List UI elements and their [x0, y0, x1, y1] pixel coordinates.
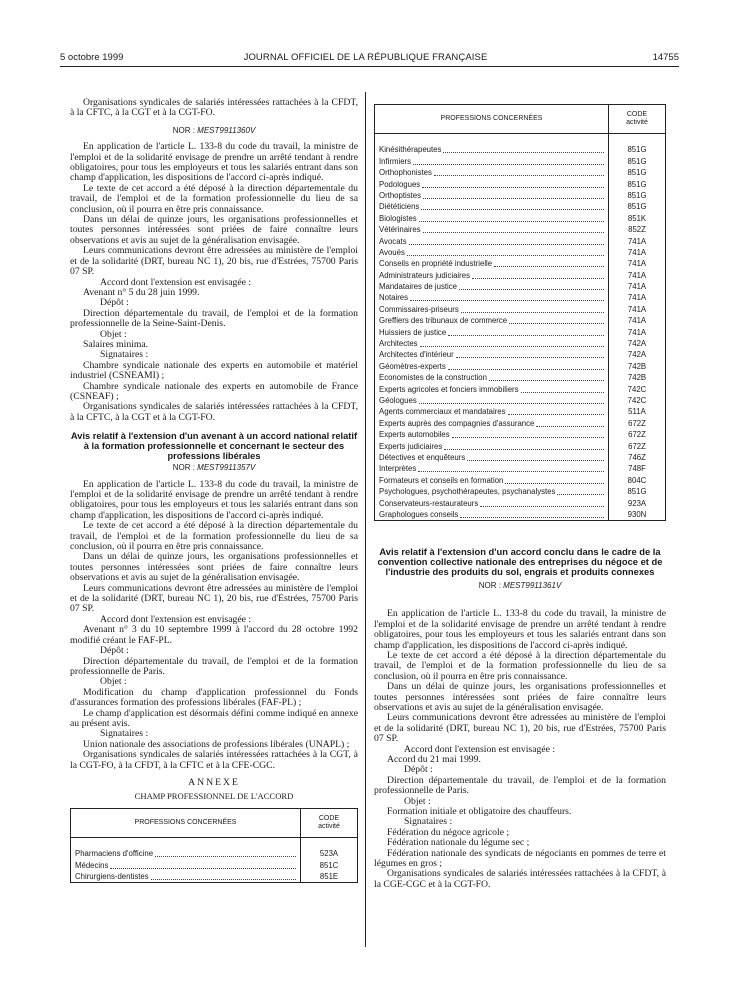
dot-leader — [409, 244, 604, 245]
section-label: Dépôt : — [100, 645, 129, 657]
profession-name: Orthophonistes — [379, 168, 432, 178]
profession-cell — [375, 360, 609, 371]
paragraph: Dans un délai de quinze jours, les organisations professionnelles et toutes personnes intéressées sont priées de faire connaître leurs observations et avis au sujet de la généralisation envisagée. — [70, 551, 358, 584]
table-row — [375, 258, 666, 269]
activity-code: 851G — [609, 178, 666, 189]
profession-cell — [375, 247, 609, 258]
table-header-code: CODE activité — [301, 808, 358, 837]
profession-name: Architectes d'intérieur — [379, 350, 454, 360]
activity-code: 741A — [609, 258, 666, 269]
dot-leader — [410, 300, 604, 301]
profession-name: Economistes de la construction — [379, 373, 487, 383]
profession-name: Graphologues conseils — [379, 509, 459, 519]
dot-leader — [456, 357, 604, 358]
table-row — [71, 837, 358, 859]
dot-leader — [423, 198, 604, 199]
dot-leader — [434, 175, 604, 176]
activity-code: 851G — [609, 201, 666, 212]
notice-title: Avis relatif à l'extension d'un avenant à un accord national relatif à la formation professionnelle et concernant le secteur des professions libérales — [70, 431, 358, 462]
profession-cell — [375, 509, 609, 521]
nor-code: MEST9911360V — [197, 125, 256, 135]
profession-name: Experts agricoles et fonciers immobiliers — [379, 384, 519, 394]
page-header — [0, 52, 731, 66]
profession-cell — [71, 871, 301, 883]
profession-name: Agents commerciaux et mandataires — [379, 407, 506, 417]
table-row — [375, 178, 666, 189]
dot-leader — [509, 323, 604, 324]
activity-code: 741A — [609, 269, 666, 280]
paragraph: Le texte de cet accord a été déposé à la direction départementale du travail, de l'emploi et de la formation professionnelle du lieu de sa conclusion, où il pourra en être pris connaissance. — [374, 649, 666, 682]
header-page-number: 14755 — [652, 52, 679, 63]
table-header-professions: PROFESSIONS CONCERNÉES — [375, 105, 609, 134]
profession-name: Conseils en propriété industrielle — [379, 259, 493, 269]
profession-name: Interprètes — [379, 464, 417, 474]
activity-code: 741A — [609, 235, 666, 246]
paragraph: Modification du champ d'application professionnel du Fonds d'assurances formation des professions libérales (FAF-PL) ; — [70, 686, 358, 709]
dot-leader — [419, 221, 604, 222]
table-row — [375, 303, 666, 314]
profession-name: Vétérinaires — [379, 225, 421, 235]
table-row — [375, 224, 666, 235]
profession-name: Détectives et enquêteurs — [379, 452, 466, 462]
header-date: 5 octobre 1999 — [60, 52, 124, 63]
profession-cell — [375, 281, 609, 292]
profession-cell — [375, 326, 609, 337]
activity-code: 923A — [609, 497, 666, 508]
table-header-professions: PROFESSIONS CONCERNÉES — [71, 808, 301, 837]
activity-code: 741A — [609, 281, 666, 292]
profession-cell — [375, 338, 609, 349]
paragraph: Leurs communications devront être adressées au ministère de l'emploi et de la solidarité (DRT, bureau NC 1), 20 bis, rue d'Estrées, 75700 Paris 07 SP. — [70, 245, 358, 278]
profession-name: Formateurs et conseils en formation — [379, 475, 504, 485]
profession-name: Experts auprès des compagnies d'assurance — [379, 418, 535, 428]
activity-code: 511A — [609, 406, 666, 417]
activity-code: 742B — [609, 372, 666, 383]
profession-cell — [375, 429, 609, 440]
table-body — [375, 134, 666, 521]
dot-leader — [448, 335, 604, 336]
paragraph: Salaires minima. — [83, 338, 149, 350]
profession-name: Diététiciens — [379, 202, 420, 212]
activity-code: 742B — [609, 360, 666, 371]
profession-name: Commissaires-priseurs — [379, 304, 459, 314]
table-row — [375, 360, 666, 371]
paragraph: Organisations syndicales de salariés intéressées rattachées à la CGT, à la CGT-FO, à la CFDT, à la CFTC et à la CFE-CGC. — [70, 749, 358, 771]
profession-name: Géologues — [379, 395, 417, 405]
table-row — [375, 281, 666, 292]
profession-cell — [375, 155, 609, 166]
section-label: Objet : — [100, 676, 127, 688]
profession-cell — [375, 452, 609, 463]
dot-leader — [423, 232, 604, 233]
profession-name: Architectes — [379, 339, 418, 349]
activity-code: 741A — [609, 292, 666, 303]
activity-code: 672Z — [609, 429, 666, 440]
paragraph: Fédération nationale des syndicats de négociants en pommes de terre et légumes en gros ; — [374, 847, 666, 870]
section-label: Signataires : — [100, 728, 149, 740]
activity-code: 741A — [609, 247, 666, 258]
profession-name: Administrateurs judiciaires — [379, 270, 470, 280]
table-row — [375, 190, 666, 201]
table-row — [375, 155, 666, 166]
profession-cell — [375, 212, 609, 223]
activity-code: 746Z — [609, 452, 666, 463]
paragraph: Dans un délai de quinze jours, les organisations professionnelles et toutes personnes intéressées sont priées de faire connaître leurs observations et avis au sujet de la généralisation envisagée. — [374, 681, 666, 713]
dot-leader — [420, 346, 604, 347]
table-row — [375, 383, 666, 394]
profession-name: Psychologues, psychothérapeutes, psychanalystes — [379, 487, 556, 497]
profession-cell — [375, 474, 609, 485]
activity-code: 851G — [609, 167, 666, 178]
paragraph: Accord dont l'extension est envisagée : — [100, 613, 252, 625]
profession-name: Huissiers de justice — [379, 327, 447, 337]
paragraph: Direction départementale du travail, de l'emploi et de la formation professionnelle de Paris. — [70, 655, 358, 677]
paragraph: Accord dont l'extension est envisagée : — [404, 743, 556, 755]
activity-code: 742A — [609, 338, 666, 349]
dot-leader — [452, 437, 604, 438]
table-row — [71, 859, 358, 870]
activity-code: 851G — [609, 190, 666, 201]
profession-name: Notaires — [379, 293, 409, 303]
profession-name: Avocats — [379, 236, 407, 246]
header-rule — [60, 66, 679, 67]
paragraph: En application de l'article L. 133-8 du code du travail, la ministre de l'emploi et de la solidarité envisage de prendre un arrêté tendant à rendre obligatoires, pour tous les employeurs et tous les salariés entrant dans son champ d'application, les dispositions de l'accord ci-après indiqué. — [374, 608, 666, 651]
paragraph: Le texte de cet accord a été déposé à la direction départementale du travail, de l'emploi et de la formation professionnelle du lieu de sa conclusion, où il pourra en être pris connaissance. — [70, 182, 358, 215]
notice-title: Avis relatif à l'extension d'un accord conclu dans le cadre de la convention collective nationale des entreprises du négoce et de l'industrie des produits du sol, engrais et produits connexes — [377, 545, 663, 577]
paragraph: Fédération nationale du légume sec ; — [387, 837, 530, 849]
right-column — [374, 104, 666, 890]
activity-code: 741A — [609, 303, 666, 314]
left-column — [70, 98, 358, 883]
paragraph: Fédération du négoce agricole ; — [387, 826, 510, 838]
dot-leader — [461, 312, 604, 313]
dot-leader — [459, 289, 604, 290]
paragraph: Chambre syndicale nationale des experts en automobile et matériel industriel (CSNEAMI) ; — [70, 359, 358, 382]
profession-name: Experts judiciaires — [379, 441, 443, 451]
nor-code: MEST9911357V — [197, 463, 256, 473]
paragraph: Avenant n° 5 du 28 juin 1999. — [83, 286, 200, 298]
section-label: Signataires : — [100, 349, 149, 361]
table-row — [375, 212, 666, 223]
dot-leader — [407, 255, 604, 256]
activity-code: 851G — [609, 155, 666, 166]
table-row — [375, 497, 666, 508]
table-row — [375, 338, 666, 349]
section-label: Objet : — [404, 795, 431, 807]
paragraph: Formation initiale et obligatoire des chauffeurs. — [387, 806, 572, 818]
profession-cell — [375, 315, 609, 326]
section-label: Dépôt : — [404, 764, 433, 776]
activity-code: 851G — [609, 486, 666, 497]
table-row — [375, 167, 666, 178]
profession-cell — [375, 486, 609, 497]
table-row — [375, 509, 666, 521]
dot-leader — [110, 868, 296, 869]
profession-name: Géomètres-experts — [379, 361, 446, 371]
dot-leader — [421, 209, 604, 210]
activity-code: 851E — [301, 871, 358, 883]
profession-cell — [375, 224, 609, 235]
dot-leader — [443, 152, 604, 153]
profession-cell — [375, 292, 609, 303]
activity-code: 742A — [609, 349, 666, 360]
dot-leader — [419, 403, 604, 404]
profession-cell — [375, 440, 609, 451]
table-row — [375, 134, 666, 156]
table-row — [375, 201, 666, 212]
profession-cell — [375, 463, 609, 474]
profession-cell — [375, 303, 609, 314]
paragraph: Chambre syndicale nationale des experts en automobile de France (CSNEAF) ; — [70, 380, 358, 402]
profession-cell — [375, 395, 609, 406]
table-body — [71, 837, 358, 882]
profession-cell — [375, 406, 609, 417]
paragraph: Le texte de cet accord a été déposé à la direction départementale du travail, de l'emploi et de la formation professionnelle du lieu de sa conclusion, où il pourra en être pris connaissance. — [70, 520, 358, 553]
table-row — [375, 315, 666, 326]
profession-cell — [375, 383, 609, 394]
dot-leader — [472, 278, 604, 279]
profession-cell — [71, 837, 301, 859]
nor-reference: NOR : MEST9911361V — [478, 580, 562, 590]
profession-cell — [375, 258, 609, 269]
dot-leader — [536, 426, 604, 427]
table-row — [375, 326, 666, 337]
profession-name: Mandataires de justice — [379, 282, 458, 292]
profession-cell — [375, 349, 609, 360]
table-row — [375, 292, 666, 303]
paragraph: Le champ d'application est désormais défini comme indiqué en annexe au présent avis. — [70, 707, 358, 729]
dot-leader — [508, 414, 604, 415]
nor-reference: NOR : MEST9911360V — [172, 125, 256, 135]
profession-cell — [375, 497, 609, 508]
paragraph: En application de l'article L. 133-8 du code du travail, la ministre de l'emploi et de la solidarité envisage de prendre un arrêté tendant à rendre obligatoires, pour tous les employeurs et tous les salariés entrant dans son champ d'application, les dispositions de l'accord ci-après indiqué. — [70, 478, 358, 521]
dot-leader — [155, 856, 296, 857]
activity-code: 742C — [609, 383, 666, 394]
paragraph: Accord du 21 mai 1999. — [387, 753, 481, 765]
table-row — [375, 349, 666, 360]
profession-cell — [375, 178, 609, 189]
profession-cell — [375, 417, 609, 428]
activity-code: 672Z — [609, 417, 666, 428]
table-row — [375, 440, 666, 451]
dot-leader — [422, 187, 604, 188]
profession-name: Chirurgiens-dentistes — [75, 871, 149, 881]
table-row — [71, 871, 358, 883]
table-row — [375, 395, 666, 406]
dot-leader — [460, 517, 604, 518]
activity-code: 852Z — [609, 224, 666, 235]
profession-name: Experts automobiles — [379, 430, 450, 440]
paragraph: Organisations syndicales de salariés intéressées rattachées à la CFDT, à la CGE-CGC et à la CGT-FO. — [374, 868, 666, 890]
activity-code: 672Z — [609, 440, 666, 451]
activity-code: 851C — [301, 859, 358, 870]
profession-cell — [375, 201, 609, 212]
table-row — [375, 372, 666, 383]
dot-leader — [151, 879, 296, 880]
paragraph: Organisations syndicales de salariés intéressées rattachées à la CFDT, à la CFTC, à la CGT et à la CGT-FO. — [70, 401, 358, 423]
profession-cell — [71, 859, 301, 870]
activity-code: 741A — [609, 326, 666, 337]
paragraph: Leurs communications devront être adressées au ministère de l'emploi et de la solidarité (DRT, bureau NC 1), 20 bis, rue d'Estrées, 75700 Paris 07 SP. — [70, 582, 358, 615]
profession-name: Greffiers des tribunaux de commerce — [379, 316, 508, 326]
profession-name: Podologues — [379, 179, 421, 189]
activity-code: 742C — [609, 395, 666, 406]
profession-cell — [375, 235, 609, 246]
dot-leader — [489, 380, 604, 381]
table-row — [375, 247, 666, 258]
table-row — [375, 429, 666, 440]
annex-heading: ANNEXE — [188, 776, 240, 788]
table-row — [375, 269, 666, 280]
activity-code: 523A — [301, 837, 358, 859]
profession-name: Infirmiers — [379, 156, 412, 166]
dot-leader — [448, 369, 604, 370]
activity-code: 748F — [609, 463, 666, 474]
paragraph: Direction départementale du travail, de l'emploi et de la formation professionnelle de Paris. — [374, 774, 666, 797]
table-row — [375, 486, 666, 497]
paragraph: Dans un délai de quinze jours, les organisations professionnelles et toutes personnes intéressées sont priées de faire connaître leurs observations et avis au sujet de la généralisation envisagée. — [70, 214, 358, 246]
profession-name: Kinésithérapeutes — [379, 145, 442, 155]
paragraph: Organisations syndicales de salariés intéressées rattachées à la CFDT, à la CFTC, à la CGT et à la CGT-FO. — [70, 97, 358, 119]
header-journal-title: JOURNAL OFFICIEL DE LA RÉPUBLIQUE FRANÇAISE — [243, 52, 488, 63]
section-label: Dépôt : — [100, 297, 129, 309]
profession-cell — [375, 372, 609, 383]
activity-code: 851G — [609, 134, 666, 156]
profession-cell — [375, 167, 609, 178]
professions-table — [70, 808, 358, 883]
section-label: Objet : — [100, 328, 127, 340]
table-row — [375, 463, 666, 474]
paragraph: Union nationale des associations de professions libérales (UNAPL) ; — [83, 738, 350, 750]
profession-name: Orthoptistes — [379, 190, 422, 200]
paragraph: Leurs communications devront être adressées au ministère de l'emploi et de la solidarité (DRT, bureau NC 1), 20 bis, rue d'Estrées, 75700 Paris 07 SP. — [374, 712, 666, 745]
table-header-code: CODE activité — [609, 105, 666, 134]
activity-code: 804C — [609, 474, 666, 485]
table-row — [375, 474, 666, 485]
activity-code: 930N — [609, 509, 666, 521]
dot-leader — [521, 392, 604, 393]
profession-cell — [375, 190, 609, 201]
profession-cell — [375, 269, 609, 280]
profession-name: Avoués — [379, 247, 405, 257]
column-divider — [365, 92, 366, 947]
paragraph: Accord dont l'extension est envisagée : — [100, 276, 252, 288]
dot-leader — [413, 164, 604, 165]
profession-name: Conservateurs-restaurateurs — [379, 498, 479, 508]
table-row — [375, 406, 666, 417]
professions-table — [374, 104, 666, 521]
activity-code: 741A — [609, 315, 666, 326]
activity-code: 851K — [609, 212, 666, 223]
table-row — [375, 235, 666, 246]
table-row — [375, 417, 666, 428]
profession-name: Médecins — [75, 860, 109, 870]
paragraph: En application de l'article L. 133-8 du code du travail, la ministre de l'emploi et de la solidarité envisage de prendre un arrêté tendant à rendre obligatoires, pour tous les employeurs et tous les salariés entrant dans son champ d'application, les dispositions de l'accord ci-après indiqué. — [70, 141, 358, 184]
dot-leader — [505, 483, 604, 484]
table-row — [375, 452, 666, 463]
dot-leader — [494, 266, 604, 267]
profession-cell — [375, 134, 609, 156]
profession-name: Pharmaciens d'officine — [75, 849, 154, 859]
dot-leader — [557, 494, 604, 495]
dot-leader — [467, 460, 604, 461]
nor-reference: NOR : MEST9911357V — [172, 463, 256, 473]
section-label: Signataires : — [404, 816, 453, 828]
paragraph: Avenant n° 3 du 10 septembre 1999 à l'accord du 28 octobre 1992 modifié créant le FAF-PL. — [70, 624, 358, 646]
annex-subheading: CHAMP PROFESSIONNEL DE L'ACCORD — [134, 791, 294, 802]
paragraph: Direction départementale du travail, de l'emploi et de la formation professionnelle de la Seine-Saint-Denis. — [70, 307, 358, 330]
nor-code: MEST9911361V — [503, 580, 562, 590]
dot-leader — [444, 449, 604, 450]
dot-leader — [418, 471, 604, 472]
dot-leader — [480, 506, 604, 507]
profession-name: Biologistes — [379, 213, 417, 223]
